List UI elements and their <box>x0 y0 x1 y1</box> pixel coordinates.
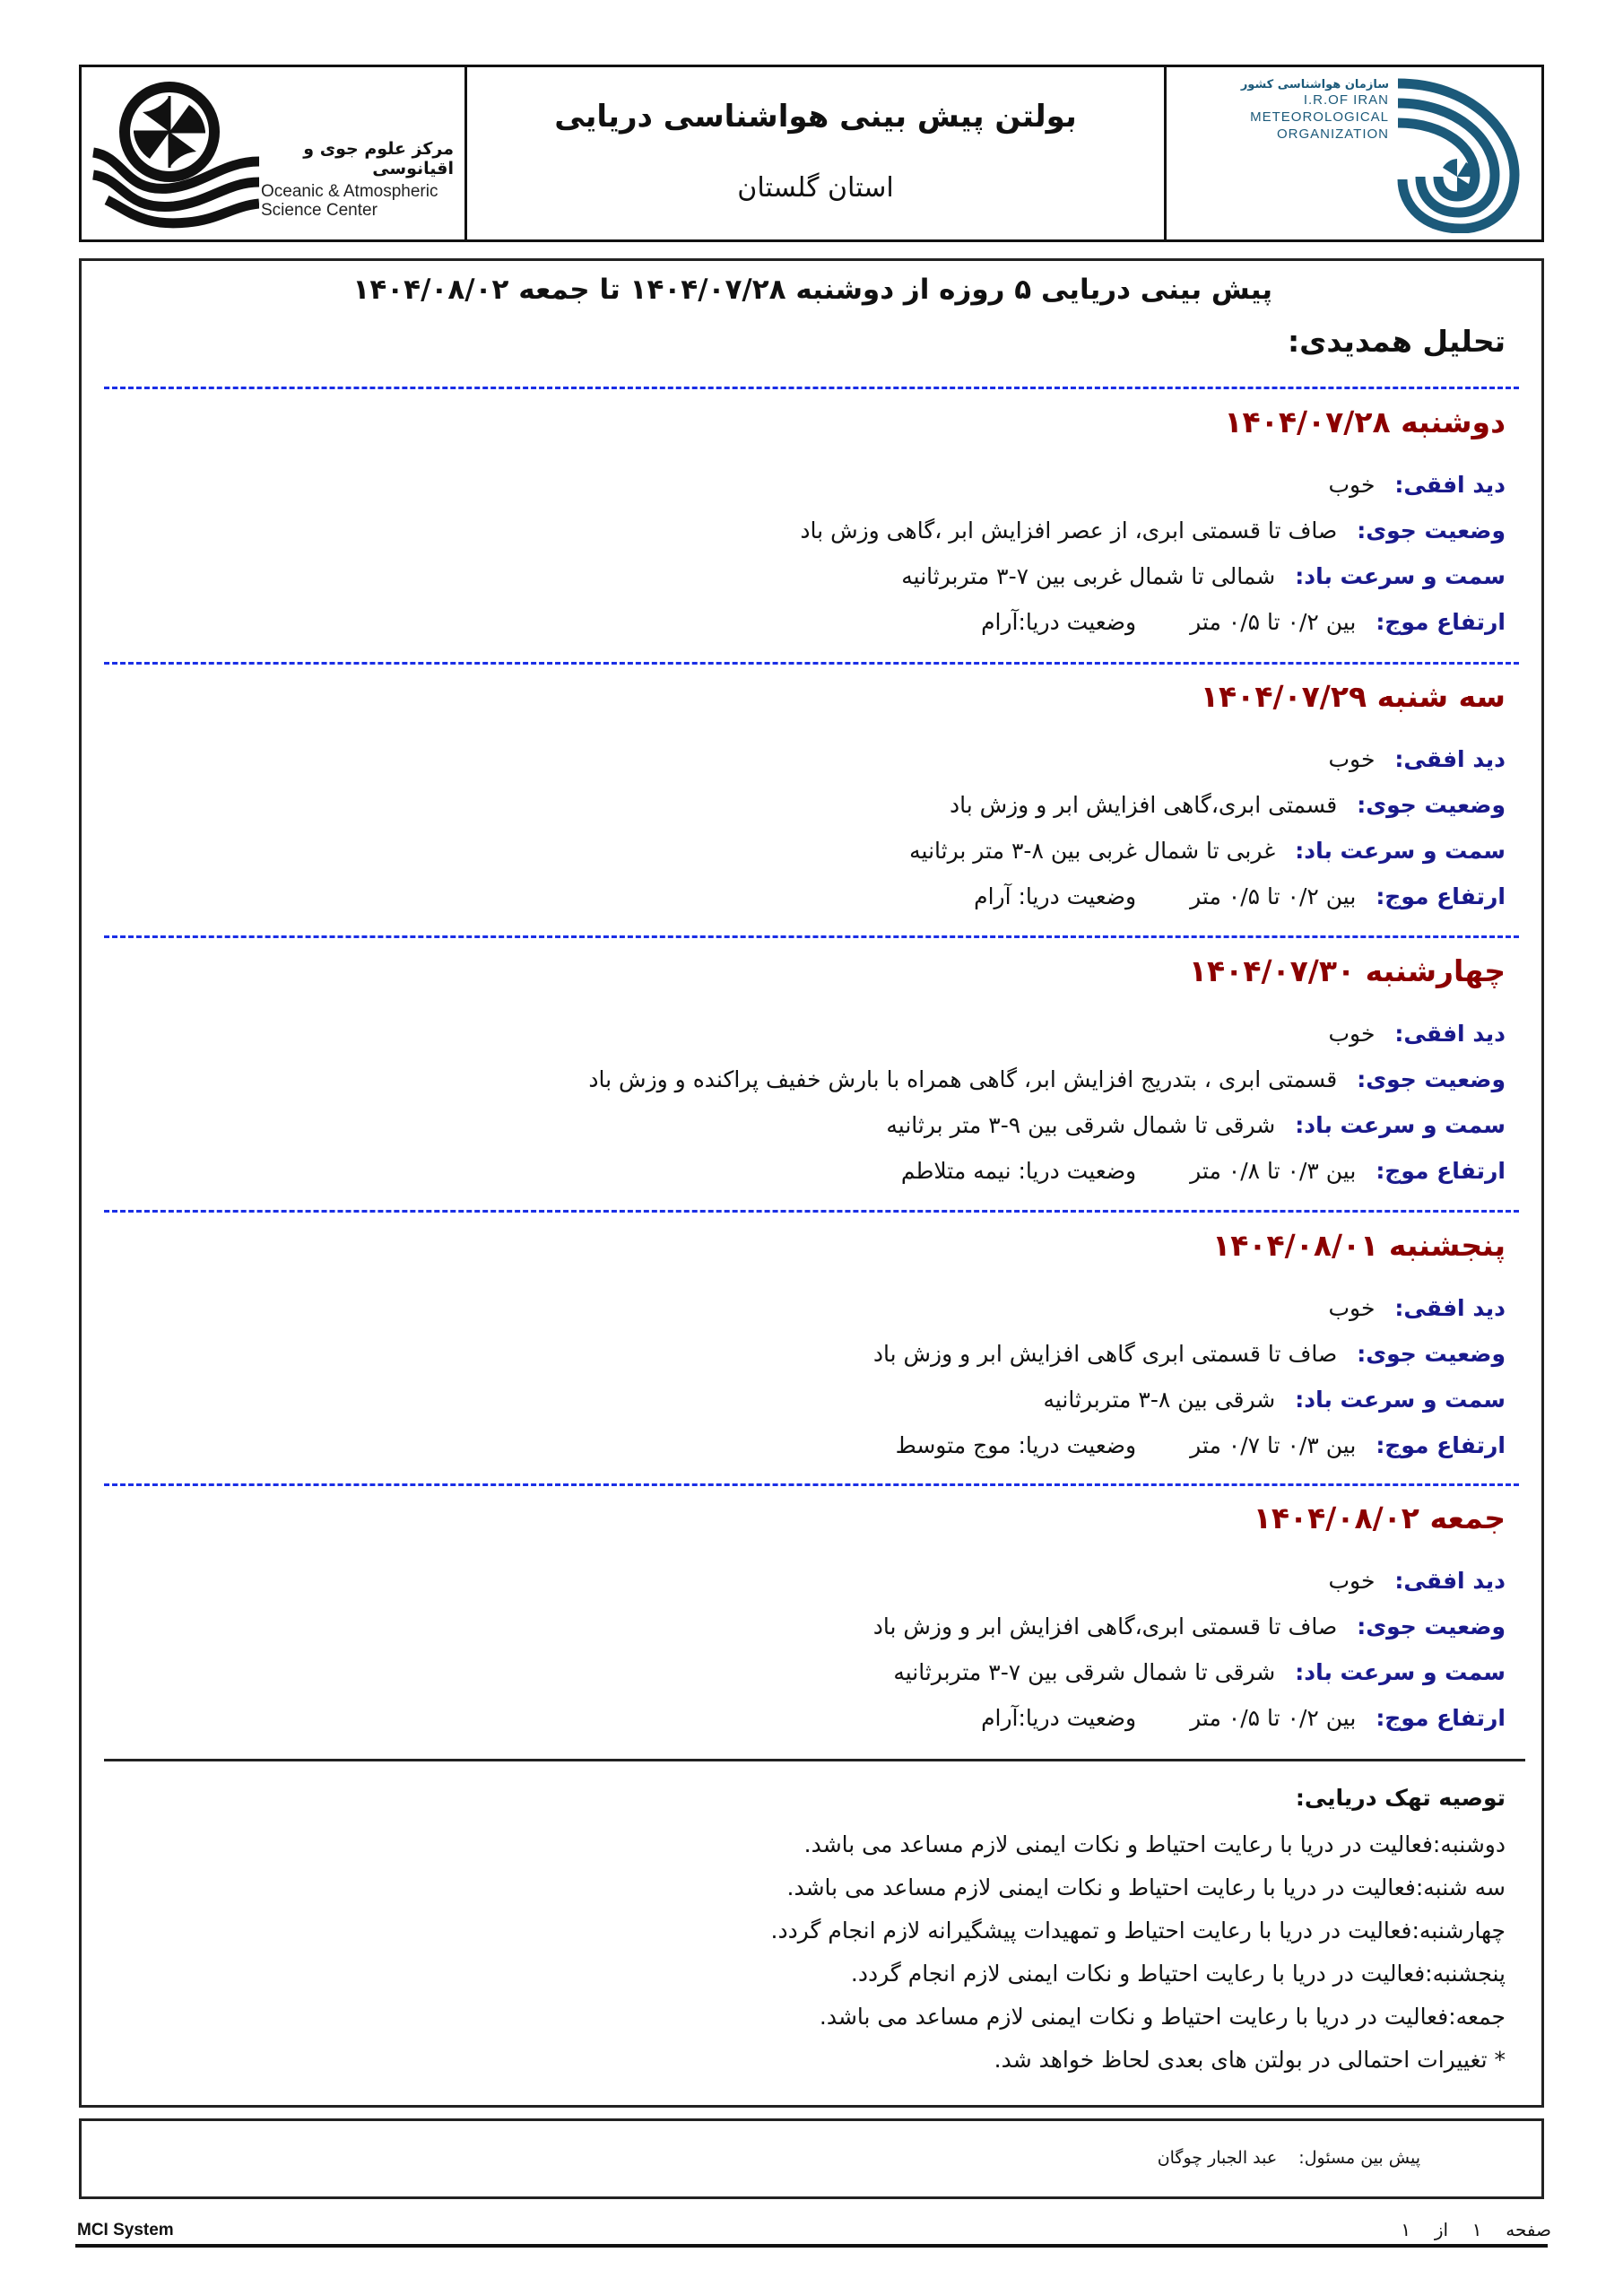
visibility-label: دید افقی: <box>1394 1568 1506 1594</box>
period-title: پیش بینی دریایی ۵ روزه از دوشنبه ۱۴۰۴/۰۷/۲۸ تا جمعه ۱۴۰۴/۰۸/۰۲ <box>352 274 1272 306</box>
wave-label: ارتفاع موج: <box>1376 609 1506 635</box>
wind-label: سمت و سرعت باد: <box>1295 563 1506 589</box>
forecaster-name: عبد الجبار چوگان <box>1157 2148 1278 2168</box>
sea-state-value: وضعیت دریا:آرام <box>981 609 1137 635</box>
visibility-row <box>107 1011 1506 1057</box>
weather-label: وضعیت جوی: <box>1357 792 1506 818</box>
wind-row <box>107 1377 1506 1422</box>
oasc-logo-cell <box>82 67 467 239</box>
day-date: دوشنبه ۱۴۰۴/۰۷/۲۸ <box>1224 404 1506 439</box>
advice-note: * تغییرات احتمالی در بولتن های بعدی لحاظ خواهد شد. <box>994 2047 1506 2073</box>
advice-line: پنجشنبه:فعالیت در دریا با رعایت احتیاط و نکات ایمنی لازم انجام گردد. <box>850 1961 1506 1987</box>
bulletin-header <box>79 65 1544 242</box>
dashed-divider <box>104 387 1519 389</box>
visibility-label: دید افقی: <box>1394 1021 1506 1047</box>
wave-value: بین ۰/۳ تا ۰/۸ متر <box>1190 1158 1357 1184</box>
wave-value: بین ۰/۲ تا ۰/۵ متر <box>1190 1705 1357 1731</box>
visibility-value: خوب <box>1328 1021 1376 1047</box>
visibility-value: خوب <box>1328 1568 1376 1594</box>
synoptic-analysis-heading: تحلیل همدیدی: <box>1287 324 1506 359</box>
wave-row <box>107 599 1506 645</box>
oasc-logo-icon <box>89 76 259 229</box>
dashed-divider <box>104 935 1519 938</box>
sea-state-value: وضعیت دریا: موج متوسط <box>895 1432 1137 1458</box>
day-forecast <box>107 1500 1506 1741</box>
page-number <box>1401 2219 1551 2240</box>
forecaster-box <box>79 2118 1544 2199</box>
visibility-row <box>107 1558 1506 1604</box>
wind-label: سمت و سرعت باد: <box>1295 1112 1506 1138</box>
irimo-logo-text <box>1241 78 1389 143</box>
wind-value: شرقی تا شمال شرقی بین ۹-۳ متر برثانیه <box>886 1112 1276 1138</box>
visibility-value: خوب <box>1328 746 1376 772</box>
wind-value: غربی تا شمال غربی بین ۸-۳ متر برثانیه <box>909 838 1276 864</box>
weather-label: وضعیت جوی: <box>1357 1341 1506 1367</box>
irimo-logo-cell <box>1167 67 1541 239</box>
irimo-name-en-line3: ORGANIZATION <box>1276 126 1389 142</box>
wave-row <box>107 1148 1506 1194</box>
sea-state-value: وضعیت دریا: نیمه متلاطم <box>900 1158 1137 1184</box>
province-name: استان گلستان <box>737 171 894 204</box>
visibility-row <box>107 1285 1506 1331</box>
irimo-name-en-line2: METEOROLOGICAL <box>1250 109 1389 125</box>
wave-row <box>107 1422 1506 1468</box>
page-current: ۱ <box>1471 2219 1482 2240</box>
day-forecast <box>107 953 1506 1194</box>
wave-row <box>107 1695 1506 1741</box>
day-forecast <box>107 679 1506 919</box>
day-forecast <box>107 404 1506 645</box>
weather-row <box>107 782 1506 828</box>
page-of: از <box>1434 2219 1449 2240</box>
visibility-row <box>107 462 1506 508</box>
weather-value: صاف تا قسمتی ابری، از عصر افزایش ابر ،گاهی وزش باد <box>800 517 1338 544</box>
wave-label: ارتفاع موج: <box>1376 1158 1506 1184</box>
oasc-logo-text <box>261 139 454 220</box>
day-date: چهارشنبه ۱۴۰۴/۰۷/۳۰ <box>1188 953 1506 988</box>
weather-label: وضعیت جوی: <box>1357 1613 1506 1639</box>
wind-label: سمت و سرعت باد: <box>1295 1659 1506 1685</box>
weather-row <box>107 1057 1506 1102</box>
visibility-label: دید افقی: <box>1394 472 1506 498</box>
visibility-label: دید افقی: <box>1394 1295 1506 1321</box>
irimo-name-fa: سازمان هواشناسی کشور <box>1240 78 1389 91</box>
dashed-divider <box>104 662 1519 665</box>
wave-label: ارتفاع موج: <box>1376 883 1506 909</box>
weather-row <box>107 1604 1506 1649</box>
wind-row <box>107 1102 1506 1148</box>
irimo-name-en-line1: I.R.OF IRAN <box>1303 92 1389 108</box>
wind-row <box>107 1649 1506 1695</box>
oasc-name-fa: مرکز علوم جوی و اقیانوسی <box>303 139 454 178</box>
page-label: صفحه <box>1506 2219 1551 2240</box>
wind-value: شمالی تا شمال غربی بین ۷-۳ متربرثانیه <box>901 563 1276 589</box>
sea-state-value: وضعیت دریا: آرام <box>974 883 1137 909</box>
wind-value: شرقی بین ۸-۳ متربرثانیه <box>1043 1387 1276 1413</box>
wind-label: سمت و سرعت باد: <box>1295 838 1506 864</box>
wind-row <box>107 553 1506 599</box>
title-cell <box>467 67 1167 239</box>
wave-row <box>107 874 1506 919</box>
wave-label: ارتفاع موج: <box>1376 1432 1506 1458</box>
day-date: جمعه ۱۴۰۴/۰۸/۰۲ <box>1253 1500 1506 1535</box>
page-total: ۱ <box>1401 2219 1411 2240</box>
oasc-name-en-line1: Oceanic & Atmospheric <box>261 182 438 201</box>
visibility-row <box>107 736 1506 782</box>
wind-row <box>107 828 1506 874</box>
visibility-label: دید افقی: <box>1394 746 1506 772</box>
visibility-value: خوب <box>1328 472 1376 498</box>
advice-line: جمعه:فعالیت در دریا با رعایت احتیاط و نکات ایمنی لازم مساعد می باشد. <box>819 2004 1506 2030</box>
irimo-logo-icon <box>1389 76 1523 233</box>
wave-label: ارتفاع موج: <box>1376 1705 1506 1731</box>
weather-row <box>107 508 1506 553</box>
day-date: پنجشنبه ۱۴۰۴/۰۸/۰۱ <box>1212 1228 1506 1263</box>
weather-row <box>107 1331 1506 1377</box>
wind-label: سمت و سرعت باد: <box>1295 1387 1506 1413</box>
wave-value: بین ۰/۳ تا ۰/۷ متر <box>1190 1432 1357 1458</box>
weather-label: وضعیت جوی: <box>1357 517 1506 544</box>
dashed-divider <box>104 1210 1519 1213</box>
advice-line: سه شنبه:فعالیت در دریا با رعایت احتیاط و نکات ایمنی لازم مساعد می باشد. <box>786 1874 1506 1900</box>
weather-value: قسمتی ابری،گاهی افزایش ابر و وزش باد <box>949 792 1338 818</box>
weather-value: صاف تا قسمتی ابری،گاهی افزایش ابر و وزش باد <box>872 1613 1338 1639</box>
forecaster-label: پیش بین مسئول: <box>1298 2148 1420 2168</box>
day-date: سه شنبه ۱۴۰۴/۰۷/۲۹ <box>1200 679 1506 714</box>
marine-advice <box>107 1773 1506 2082</box>
weather-label: وضعیت جوی: <box>1357 1066 1506 1092</box>
day-forecast <box>107 1228 1506 1468</box>
wave-value: بین ۰/۲ تا ۰/۵ متر <box>1190 883 1357 909</box>
dashed-divider <box>104 1483 1519 1486</box>
advice-line: دوشنبه:فعالیت در دریا با رعایت احتیاط و نکات ایمنی لازم مساعد می باشد. <box>803 1831 1506 1857</box>
weather-value: قسمتی ابری ، بتدریج افزایش ابر، گاهی همراه با بارش خفیف پراکنده و وزش باد <box>588 1066 1338 1092</box>
forecast-frame <box>79 258 1544 2108</box>
visibility-value: خوب <box>1328 1295 1376 1321</box>
bulletin-title: بولتن پیش بینی هواشناسی دریایی <box>554 98 1077 135</box>
weather-value: صاف تا قسمتی ابری گاهی افزایش ابر و وزش باد <box>872 1341 1338 1367</box>
sea-state-value: وضعیت دریا:آرام <box>981 1705 1137 1731</box>
advice-title: توصیه تهک دریایی: <box>1295 1785 1506 1811</box>
wind-value: شرقی تا شمال شرقی بین ۷-۳ متربرثانیه <box>893 1659 1276 1685</box>
footer-system-name: MCI System <box>77 2221 174 2239</box>
wave-value: بین ۰/۲ تا ۰/۵ متر <box>1190 609 1357 635</box>
advice-divider <box>104 1759 1525 1761</box>
oasc-name-en-line2: Science Center <box>261 201 378 220</box>
advice-line: چهارشنبه:فعالیت در دریا با رعایت احتیاط و تمهیدات پیشگیرانه لازم انجام گردد. <box>770 1918 1506 1944</box>
footer-rule <box>75 2244 1548 2248</box>
forecaster-signature <box>1158 2148 1420 2168</box>
